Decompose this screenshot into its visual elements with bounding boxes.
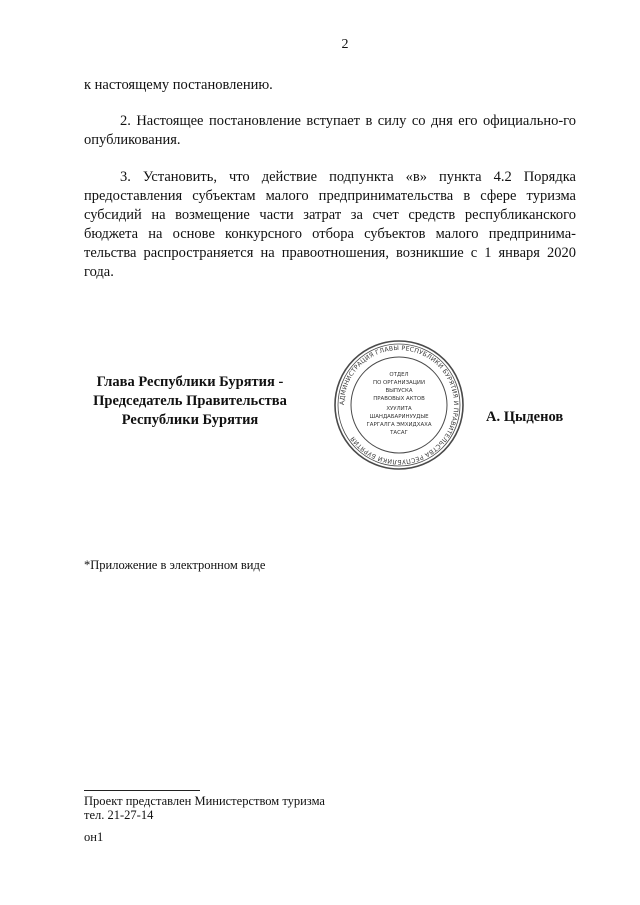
svg-text:АДМИНИСТРАЦИЯ ГЛАВЫ РЕСПУБЛИКИ <box>339 345 459 465</box>
paragraph-2: 2. Настоящее постановление вступает в силу со дня его официально-го опубликования. <box>84 113 576 148</box>
footer-divider <box>84 790 200 791</box>
seal-line-8: ТАСАГ <box>390 430 408 436</box>
footer-line-2: тел. 21-27-14 <box>84 808 154 822</box>
signatory-title-line-1: Глава Республики Бурятия - <box>96 374 284 390</box>
seal-line-5: ХУУЛИТА <box>386 406 412 412</box>
page-number: 2 <box>341 37 349 52</box>
seal-line-2: ПО ОРГАНИЗАЦИИ <box>373 380 425 386</box>
seal-line-6: ШАНДАБАРИНУУДЫЕ <box>369 414 429 420</box>
attachment-note: *Приложение в электронном виде <box>84 558 266 572</box>
seal-ring-text: АДМИНИСТРАЦИЯ ГЛАВЫ РЕСПУБЛИКИ БУРЯТИЯ И ПРАВИТЕЛЬСТВА РЕСПУБЛИКИ БУРЯТИЯ <box>338 344 460 466</box>
seal-line-4: ПРАВОВЫХ АКТОВ <box>373 396 425 402</box>
seal-line-3: ВЫПУСКА <box>385 388 413 394</box>
signatory-title-line-3: Республики Бурятия <box>121 412 259 428</box>
paragraph-3: 3. Установить, что действие подпункта «в» пункта 4.2 Порядка предоставления субъектам малого предпринимательства в сфере туризма субсидий на возмещение части затрат за счет средств республиканского бюджета на основе конкурсного отбора субъектов малого предпринима-тельства распространяется на правоотношения, возникшие с 1 января 2020 года. <box>84 169 576 280</box>
footer-line-1: Проект представлен Министерством туризма <box>84 794 325 808</box>
footer-line-3: он1 <box>84 830 104 844</box>
signatory-title-line-2: Председатель Правительства <box>93 393 287 409</box>
seal-line-7: ГАРГАЛГА ЭМХИДХАХА <box>366 422 432 428</box>
official-seal-stamp <box>332 338 466 472</box>
signatory-title <box>60 373 320 430</box>
continuation-line: к настоящему постановлению. <box>84 77 273 93</box>
seal-line-1: ОТДЕЛ <box>389 372 409 378</box>
signatory-name: А. Цыденов <box>486 409 564 425</box>
